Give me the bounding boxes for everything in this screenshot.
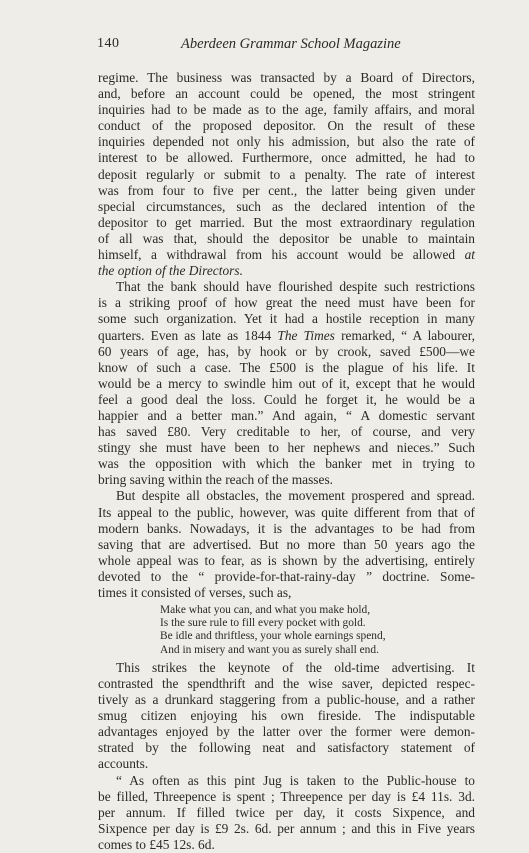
text-line: strated by the following neat and satisfactory statement of — [98, 740, 475, 756]
text-line: conduct of the proposed depositor. On the result of these — [98, 118, 475, 134]
text-line: regime. The business was transacted by a Board of Directors, — [98, 70, 475, 85]
text-line: comes to £45 12s. 6d. — [98, 836, 215, 852]
text-line: modern banks. Nowadays, it is the advantages to be had from — [98, 520, 475, 536]
text-line: would be a mercy to swindle him out of it, except that he would — [98, 375, 475, 391]
text-line: That the bank should have flourished despite such restrictions — [116, 279, 475, 295]
text-line: bring saving within the reach of the masses. — [98, 472, 334, 488]
text-line: devoted to the “ provide-for-that-rainy-day ” doctrine. Some- — [98, 568, 475, 584]
running-title: Aberdeen Grammar School Magazine — [181, 36, 401, 52]
text-line: was from four to five per cent., the latter being given under — [98, 182, 475, 198]
text-line: Sixpence per day is £9 2s. 6d. per annum ; and this in Five years — [98, 820, 475, 836]
text-line: was the opposition with which the banker met in trying to — [98, 456, 475, 472]
text-line: the option of the Directors. — [98, 263, 243, 279]
text-line: This strikes the keynote of the old-time advertising. It — [116, 659, 475, 675]
text-line: be filled, Threepence is spent ; Threepence per day is £4 11s. 3d. — [98, 788, 475, 804]
text-line: feel a good deal the loss. Could he forget it, he would be a — [98, 391, 475, 407]
text-line: per annum. If filled twice per day, it costs Sixpence, and — [98, 804, 475, 820]
text-line: and, before an account could be opened, the most stringent — [98, 86, 475, 102]
text-line: times it consisted of verses, such as, — [98, 585, 292, 600]
text-line: inquiries had to be made as to the age, family affairs, and moral — [98, 102, 475, 118]
text-line: “ As often as this pint Jug is taken to the Public-house to — [116, 772, 475, 788]
text-line: But despite all obstacles, the movement prospered and spread. — [116, 488, 475, 504]
verse-line: Be idle and thriftless, your whole earnings spend, — [160, 630, 386, 643]
text-line: interest to be allowed. Furthermore, once admitted, he had to — [98, 150, 475, 166]
text-line: depositor to get married. But the most extraordinary regulation — [98, 214, 475, 230]
text-line: contrasted the spendthrift and the wise saver, depicted respec- — [98, 675, 475, 691]
text-line: deposit regularly or submit to a penalty. The rate of interest — [98, 166, 475, 182]
text-line: inquiries depended not only his admission, but also the rate of — [98, 134, 475, 150]
verse-line: Is the sure rule to fill every pocket with gold. — [160, 617, 366, 630]
text-line: tively as a drunkard staggering from a public-house, and a rather — [98, 692, 475, 708]
text-line: Its appeal to the public, however, was quite different from that of — [98, 504, 475, 520]
text-line: saving that are advertised. But no more than 50 years ago the — [98, 536, 475, 552]
verse-line: And in misery and want you as surely shall end. — [160, 643, 379, 656]
text-line: stingy she must have been to her nephews and nieces.” Such — [98, 440, 475, 456]
text-line: accounts. — [98, 756, 149, 772]
text-line: know of such a case. The £500 is the plague of his life. It — [98, 359, 475, 375]
text-line: whole appeal was to fear, as is shown by the advertising, entirely — [98, 552, 475, 568]
body-text — [98, 70, 475, 853]
text-line: some such organization. Yet it had a hostile reception in many — [98, 311, 475, 327]
page-header — [97, 36, 477, 56]
text-line: himself, a withdrawal from his account would be allowed at — [98, 247, 475, 263]
page-number: 140 — [97, 36, 120, 51]
text-line: is a striking proof of how great the need must have been for — [98, 295, 475, 311]
text-line: 60 years of age, has, by hook or by crook, saved £500—we — [98, 343, 475, 359]
text-line: of all was that, should the depositor be unable to maintain — [98, 230, 475, 246]
text-line: quarters. Even as late as 1844 The Times remarked, “ A labourer, — [98, 327, 476, 343]
text-line: has saved £80. Very creditable to her, of course, and very — [98, 424, 475, 440]
text-line: advantages enjoyed by the latter over the former were demon- — [98, 724, 475, 740]
text-line: special circumstances, such as the declared intention of the — [98, 198, 475, 214]
text-line: smug citizen enjoying his own fireside. The indisputable — [98, 708, 475, 724]
text-line: happier and a better man.” And again, “ A domestic servant — [98, 407, 475, 423]
verse-line: Make what you can, and what you make hold, — [160, 604, 371, 617]
